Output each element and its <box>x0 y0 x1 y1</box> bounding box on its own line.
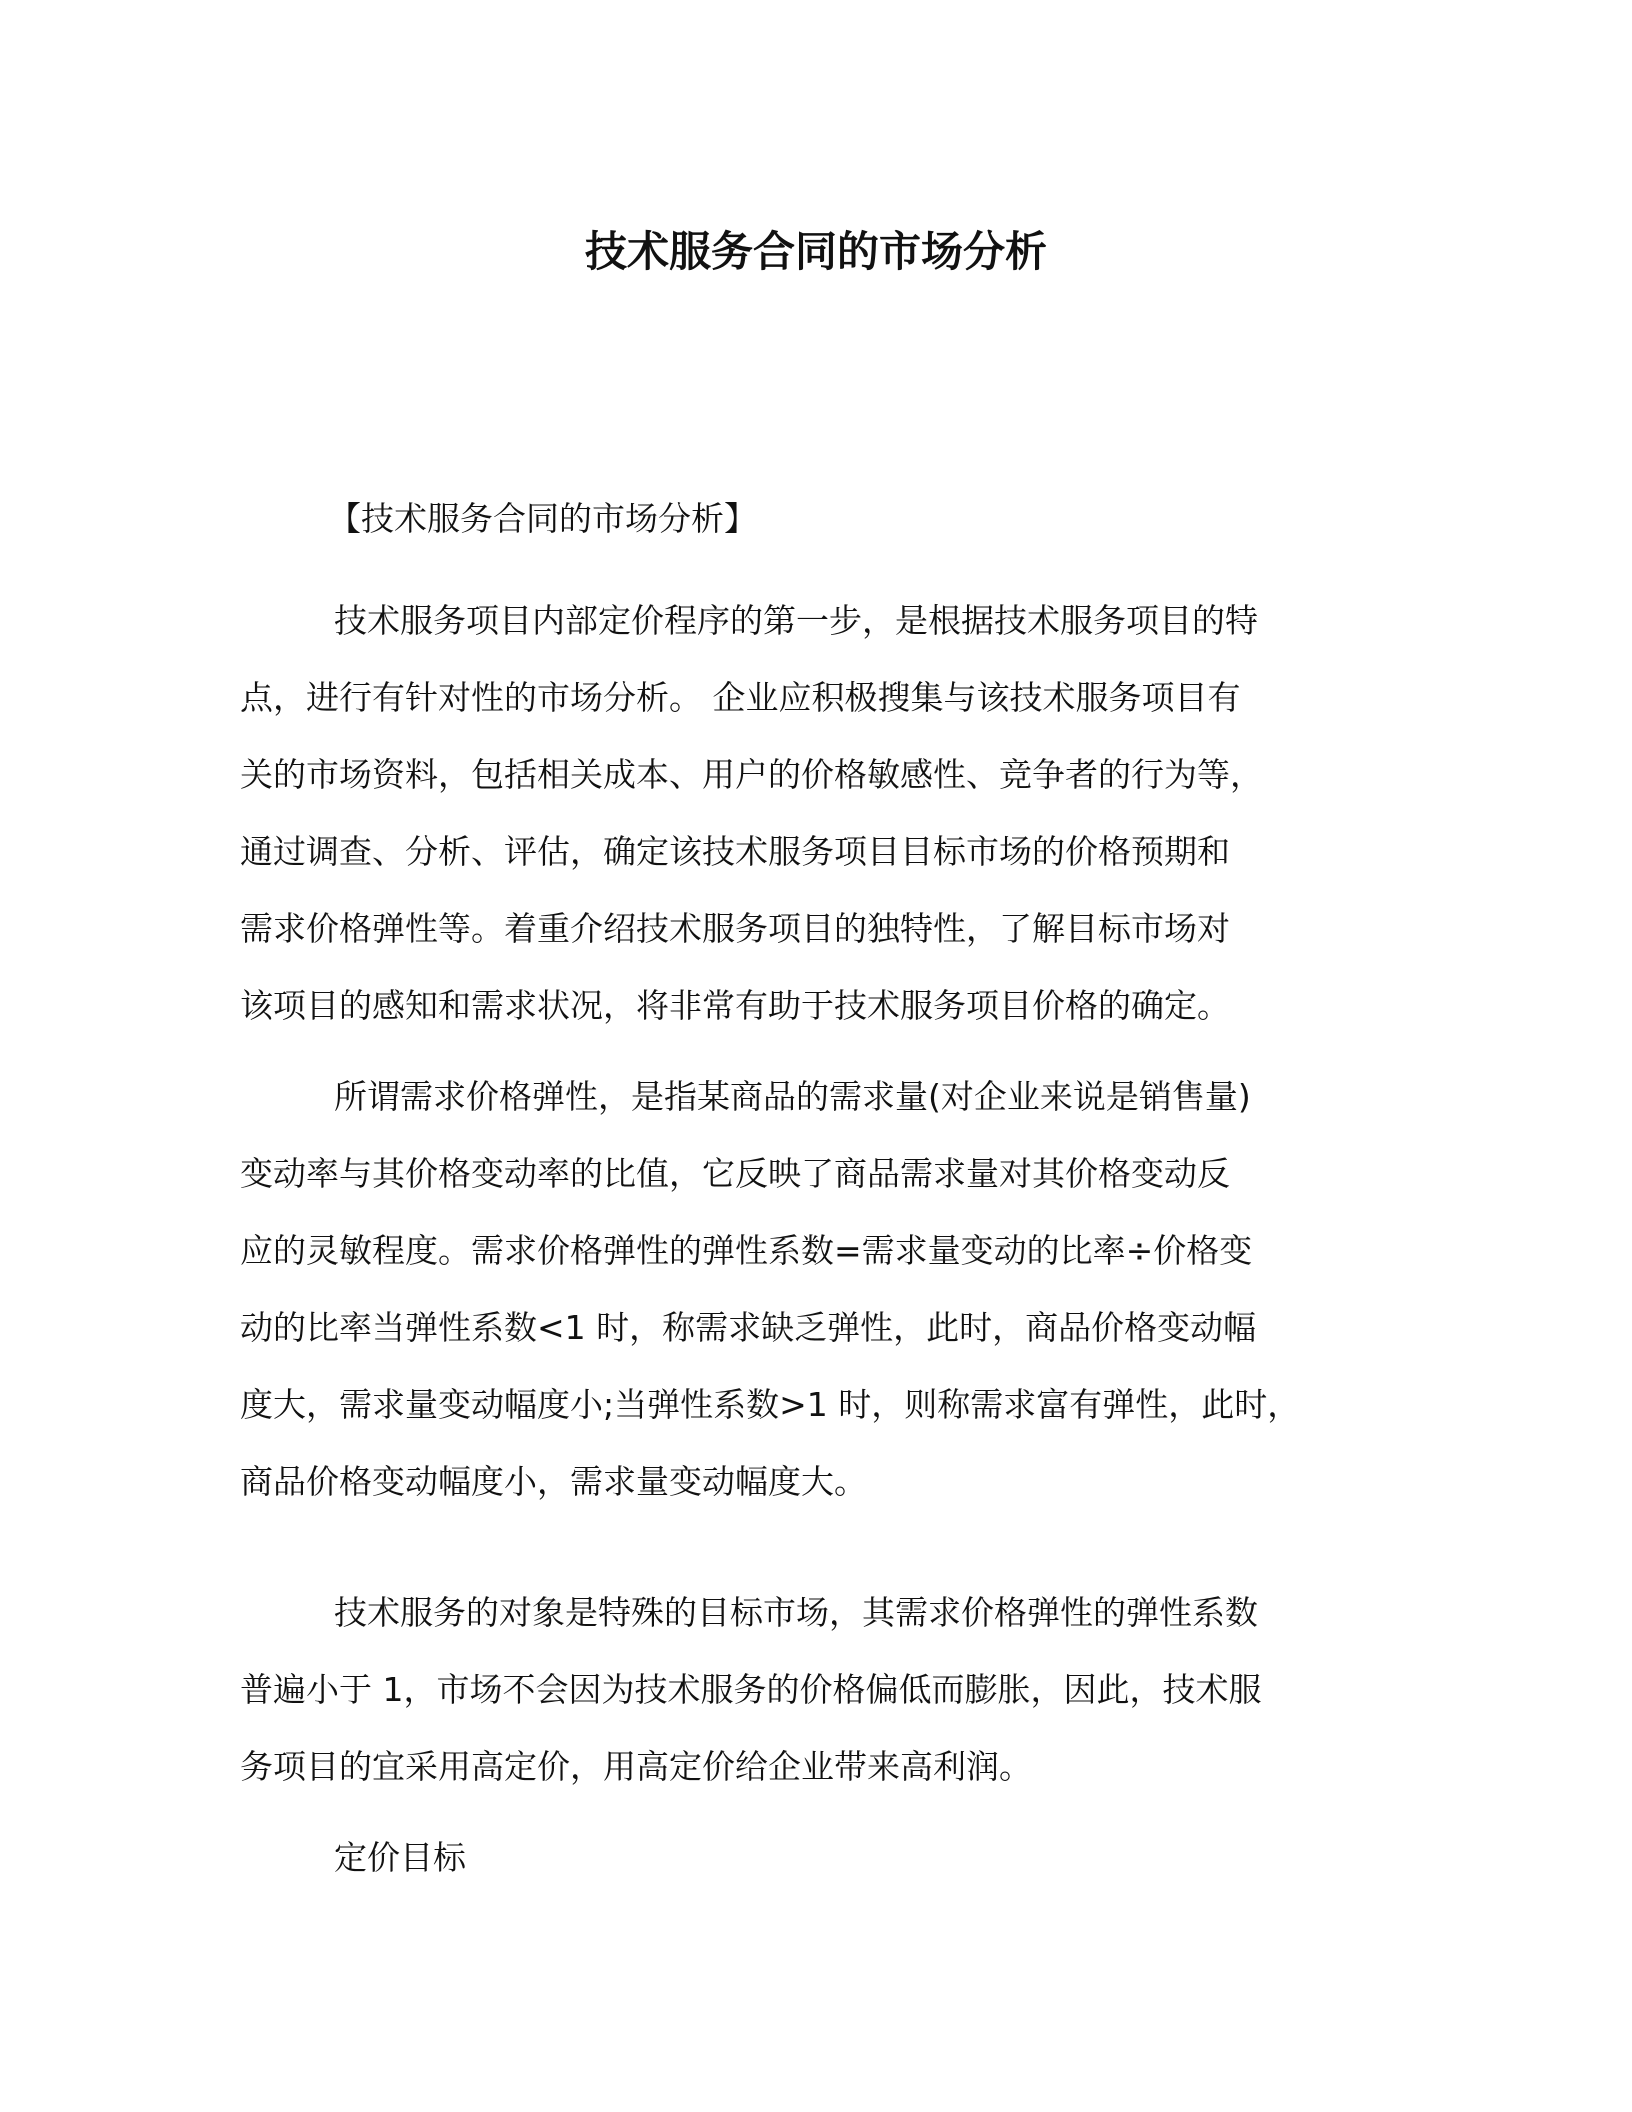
paragraph-line: 动的比率当弹性系数<1 时，称需求缺乏弹性，此时，商品价格变动幅 <box>240 1308 1257 1347</box>
paragraph-line: 普遍小于 1，市场不会因为技术服务的价格偏低而膨胀，因此，技术服 <box>240 1670 1262 1709</box>
paragraph-line: 关的市场资料，包括相关成本、用户的价格敏感性、竞争者的行为等， <box>240 755 1263 794</box>
paragraph-pricing-procedure <box>240 582 1420 1044</box>
paragraph-line: 该项目的感知和需求状况，将非常有助于技术服务项目价格的确定。 <box>240 986 1230 1025</box>
paragraph-line: 变动率与其价格变动率的比值，它反映了商品需求量对其价格变动反 <box>240 1154 1230 1193</box>
paragraph-line: 所谓需求价格弹性，是指某商品的需求量(对企业来说是销售量) <box>334 1077 1251 1116</box>
paragraph-line: 技术服务项目内部定价程序的第一步，是根据技术服务项目的特 <box>334 601 1258 640</box>
paragraph-line: 需求价格弹性等。着重介绍技术服务项目的独特性，了解目标市场对 <box>240 909 1230 948</box>
paragraph-line: 度大，需求量变动幅度小;当弹性系数>1 时，则称需求富有弹性，此时， <box>240 1385 1301 1424</box>
paragraph-price-elasticity <box>240 1058 1420 1520</box>
subheading-pricing-goals: 定价目标 <box>334 1838 466 1877</box>
paragraph-line: 点，进行有针对性的市场分析。 企业应积极搜集与该技术服务项目有 <box>240 678 1241 717</box>
paragraph-line: 技术服务的对象是特殊的目标市场，其需求价格弹性的弹性系数 <box>334 1593 1258 1632</box>
section-heading: 【技术服务合同的市场分析】 <box>328 499 757 538</box>
paragraph-line: 商品价格变动幅度小，需求量变动幅度大。 <box>240 1462 867 1501</box>
document-title: 技术服务合同的市场分析 <box>584 227 1047 276</box>
paragraph-line: 务项目的宜采用高定价，用高定价给企业带来高利润。 <box>240 1747 1032 1786</box>
paragraph-line: 通过调查、分析、评估，确定该技术服务项目目标市场的价格预期和 <box>240 832 1230 871</box>
paragraph-line: 应的灵敏程度。需求价格弹性的弹性系数=需求量变动的比率÷价格变 <box>240 1231 1253 1270</box>
paragraph-target-market <box>240 1574 1420 1805</box>
